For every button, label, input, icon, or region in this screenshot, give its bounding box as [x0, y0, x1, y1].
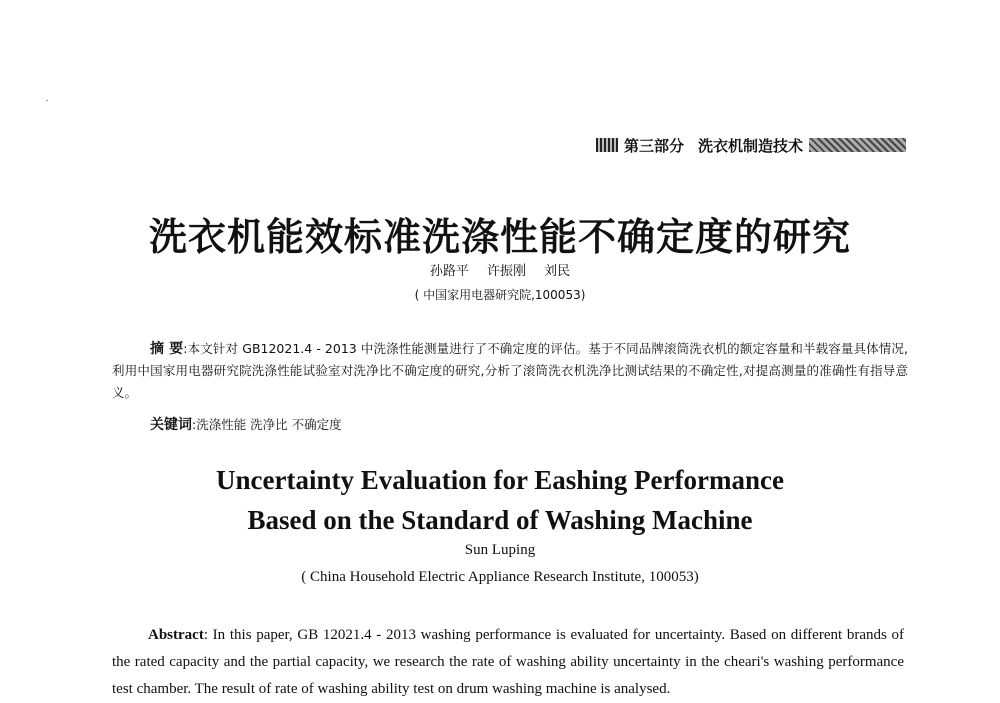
english-title-line-2: Based on the Standard of Washing Machine	[247, 505, 753, 535]
scan-speck	[46, 100, 48, 101]
english-affiliation: ( China Household Electric Appliance Research Institute, 100053)	[301, 569, 699, 585]
header-ornament-right	[809, 138, 906, 152]
chinese-abstract-label: 摘 要	[150, 341, 184, 357]
chinese-title: 洗衣机能效标准洗涤性能不确定度的研究	[148, 214, 851, 259]
chinese-authors: 孙路平 许振刚 刘民	[429, 264, 571, 279]
chinese-affiliation: ( 中国家用电器研究院,100053)	[414, 288, 586, 302]
chinese-keywords-label: 关键词	[150, 417, 192, 433]
chinese-keywords-text: :洗涤性能 洗净比 不确定度	[192, 417, 342, 432]
running-header	[596, 134, 906, 156]
english-abstract	[112, 622, 904, 703]
header-ornament-left	[596, 138, 618, 152]
header-section: 第三部分	[624, 136, 685, 155]
chinese-abstract-text: :本文针对 GB12021.4 - 2013 中洗涤性能测量进行了不确定度的评估。基于不同品牌滚筒洗衣机的额定容量和半载容量具体情况,利用中国家用电器研究院洗涤性能试验室对洗净比不确定度的研究,分析了滚筒洗衣机洗净比测试结果的不确定性,对提高测量的准确性有指导意义。	[112, 341, 909, 400]
english-abstract-label: Abstract	[148, 627, 204, 643]
english-title-line-1: Uncertainty Evaluation for Eashing Performance	[216, 465, 784, 495]
chinese-abstract	[112, 338, 908, 404]
header-subject: 洗衣机制造技术	[698, 136, 804, 155]
english-author: Sun Luping	[464, 542, 536, 558]
chinese-keywords	[150, 414, 342, 434]
english-abstract-text: : In this paper, GB 12021.4 - 2013 washing performance is evaluated for uncertainty. Based on different brands of the rated capacity and the partial capacity, we research the rate of washing ability uncertainty in the cheari's washing performance test chamber. The result of rate of washing ability test on drum washing machine is analysed.	[112, 627, 904, 697]
